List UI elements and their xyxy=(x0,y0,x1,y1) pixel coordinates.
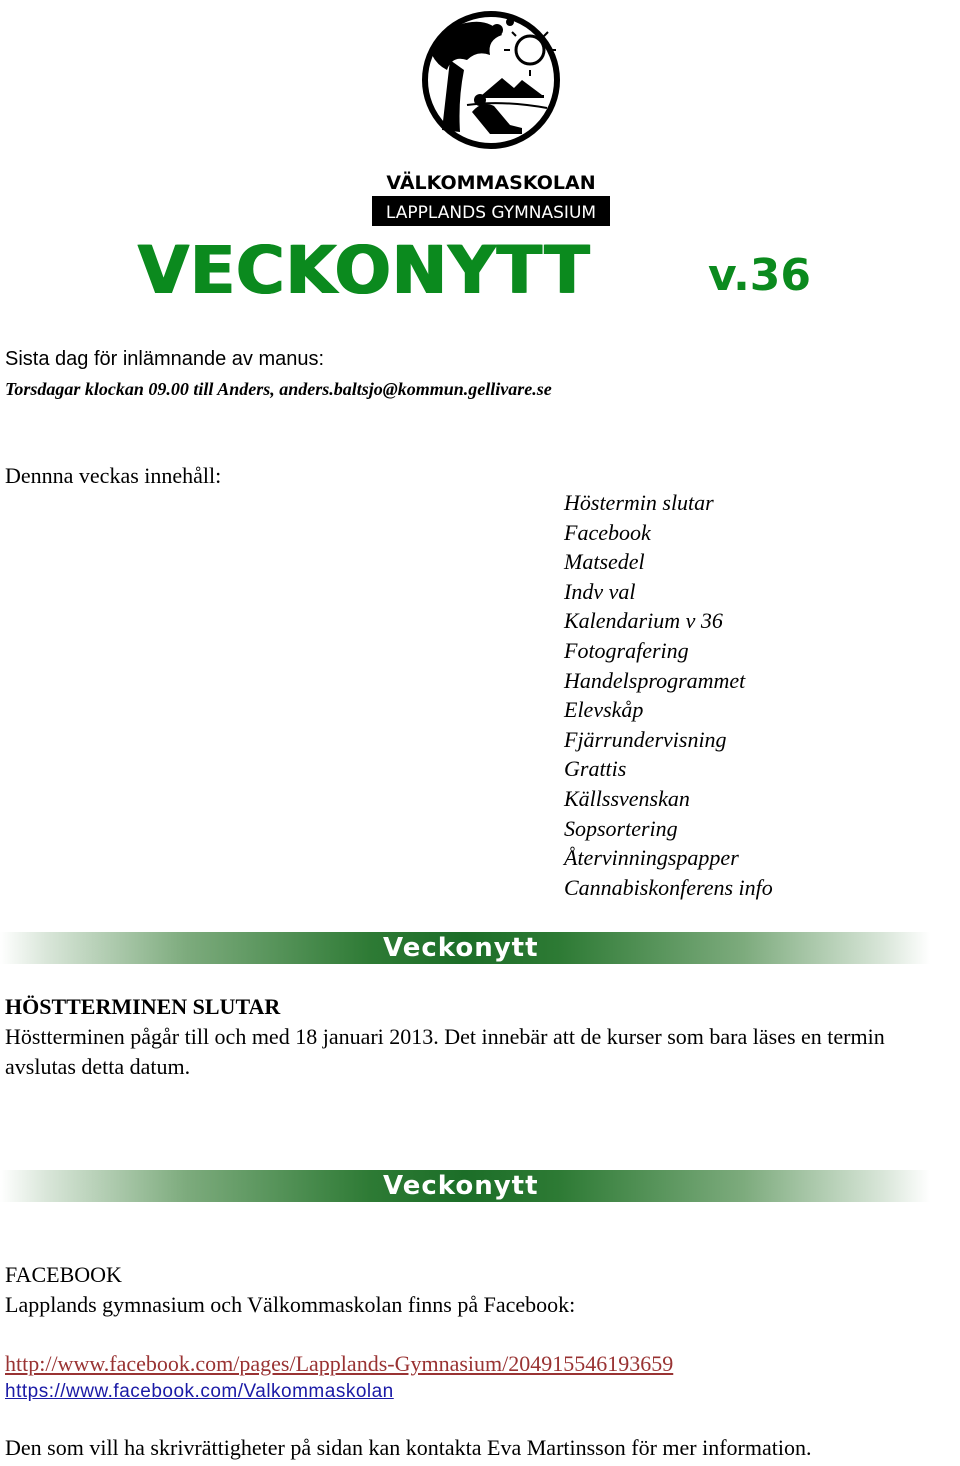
toc-item-atervinningspapper[interactable]: Återvinningspapper xyxy=(564,845,739,871)
veckonytt-divider-1 xyxy=(0,932,930,964)
section-text-facebook: Lapplands gymnasium och Välkommaskolan finns på Facebook: xyxy=(5,1292,576,1317)
divider-label: Veckonytt xyxy=(383,933,539,963)
facebook-link-gymnasium[interactable]: http://www.facebook.com/pages/Lapplands-Gymnasium/204915546193659 xyxy=(5,1351,674,1376)
toc-item-sopsortering[interactable]: Sopsortering xyxy=(564,815,678,841)
logo-line2: LAPPLANDS GYMNASIUM xyxy=(385,203,597,223)
table-of-contents xyxy=(564,488,773,902)
toc-item-cannabiskonferens[interactable]: Cannabiskonferens info xyxy=(564,874,773,900)
section-heading-facebook: FACEBOOK xyxy=(5,1262,122,1287)
contents-heading: Dennna veckas innehåll: xyxy=(5,463,222,488)
newsletter-title xyxy=(138,232,860,309)
toc-item-matsedel[interactable]: Matsedel xyxy=(564,549,645,575)
toc-item-elevskap[interactable]: Elevskåp xyxy=(564,697,644,723)
section-text-hostterminen: Höstterminen pågår till och med 18 januari 2013. Det innebär att de kurser som bara läses en termin avslutas detta datum. xyxy=(5,1024,885,1079)
toc-item-kallssvenskan[interactable]: Källssvenskan xyxy=(564,785,690,811)
toc-item-handelsprogrammet[interactable]: Handelsprogrammet xyxy=(564,667,746,693)
toc-item-fjarrundervisning[interactable]: Fjärrundervisning xyxy=(564,726,727,752)
toc-item-facebook[interactable]: Facebook xyxy=(564,519,651,545)
divider-label: Veckonytt xyxy=(383,1171,539,1201)
facebook-link-valkommaskolan[interactable]: https://www.facebook.com/Valkommaskolan xyxy=(5,1381,394,1402)
toc-item-indv-val[interactable]: Indv val xyxy=(564,578,636,604)
toc-item-hostermin[interactable]: Höstermin slutar xyxy=(564,490,714,515)
logo-line1: VÄLKOMMASKOLAN xyxy=(386,172,596,194)
section-heading-hostterminen: HÖSTTERMINEN SLUTAR xyxy=(5,994,281,1019)
veckonytt-divider-2 xyxy=(0,1170,930,1202)
title-main: VECKONYTT xyxy=(138,232,591,309)
toc-item-grattis[interactable]: Grattis xyxy=(564,756,627,782)
deadline-info: Torsdagar klockan 09.00 till Anders, anders.baltsjo@kommun.gellivare.se xyxy=(5,379,552,399)
contact-text: Den som vill ha skrivrättigheter på sidan kan kontakta Eva Martinsson för mer information. xyxy=(5,1435,812,1460)
deadline-label: Sista dag för inlämnande av manus: xyxy=(5,348,325,370)
toc-item-kalendarium[interactable]: Kalendarium v 36 xyxy=(564,608,723,634)
school-logo xyxy=(372,0,610,228)
title-week: v.36 xyxy=(708,250,812,301)
toc-item-fotografering[interactable]: Fotografering xyxy=(564,637,689,663)
tree-and-reader-emblem-icon xyxy=(372,0,610,228)
